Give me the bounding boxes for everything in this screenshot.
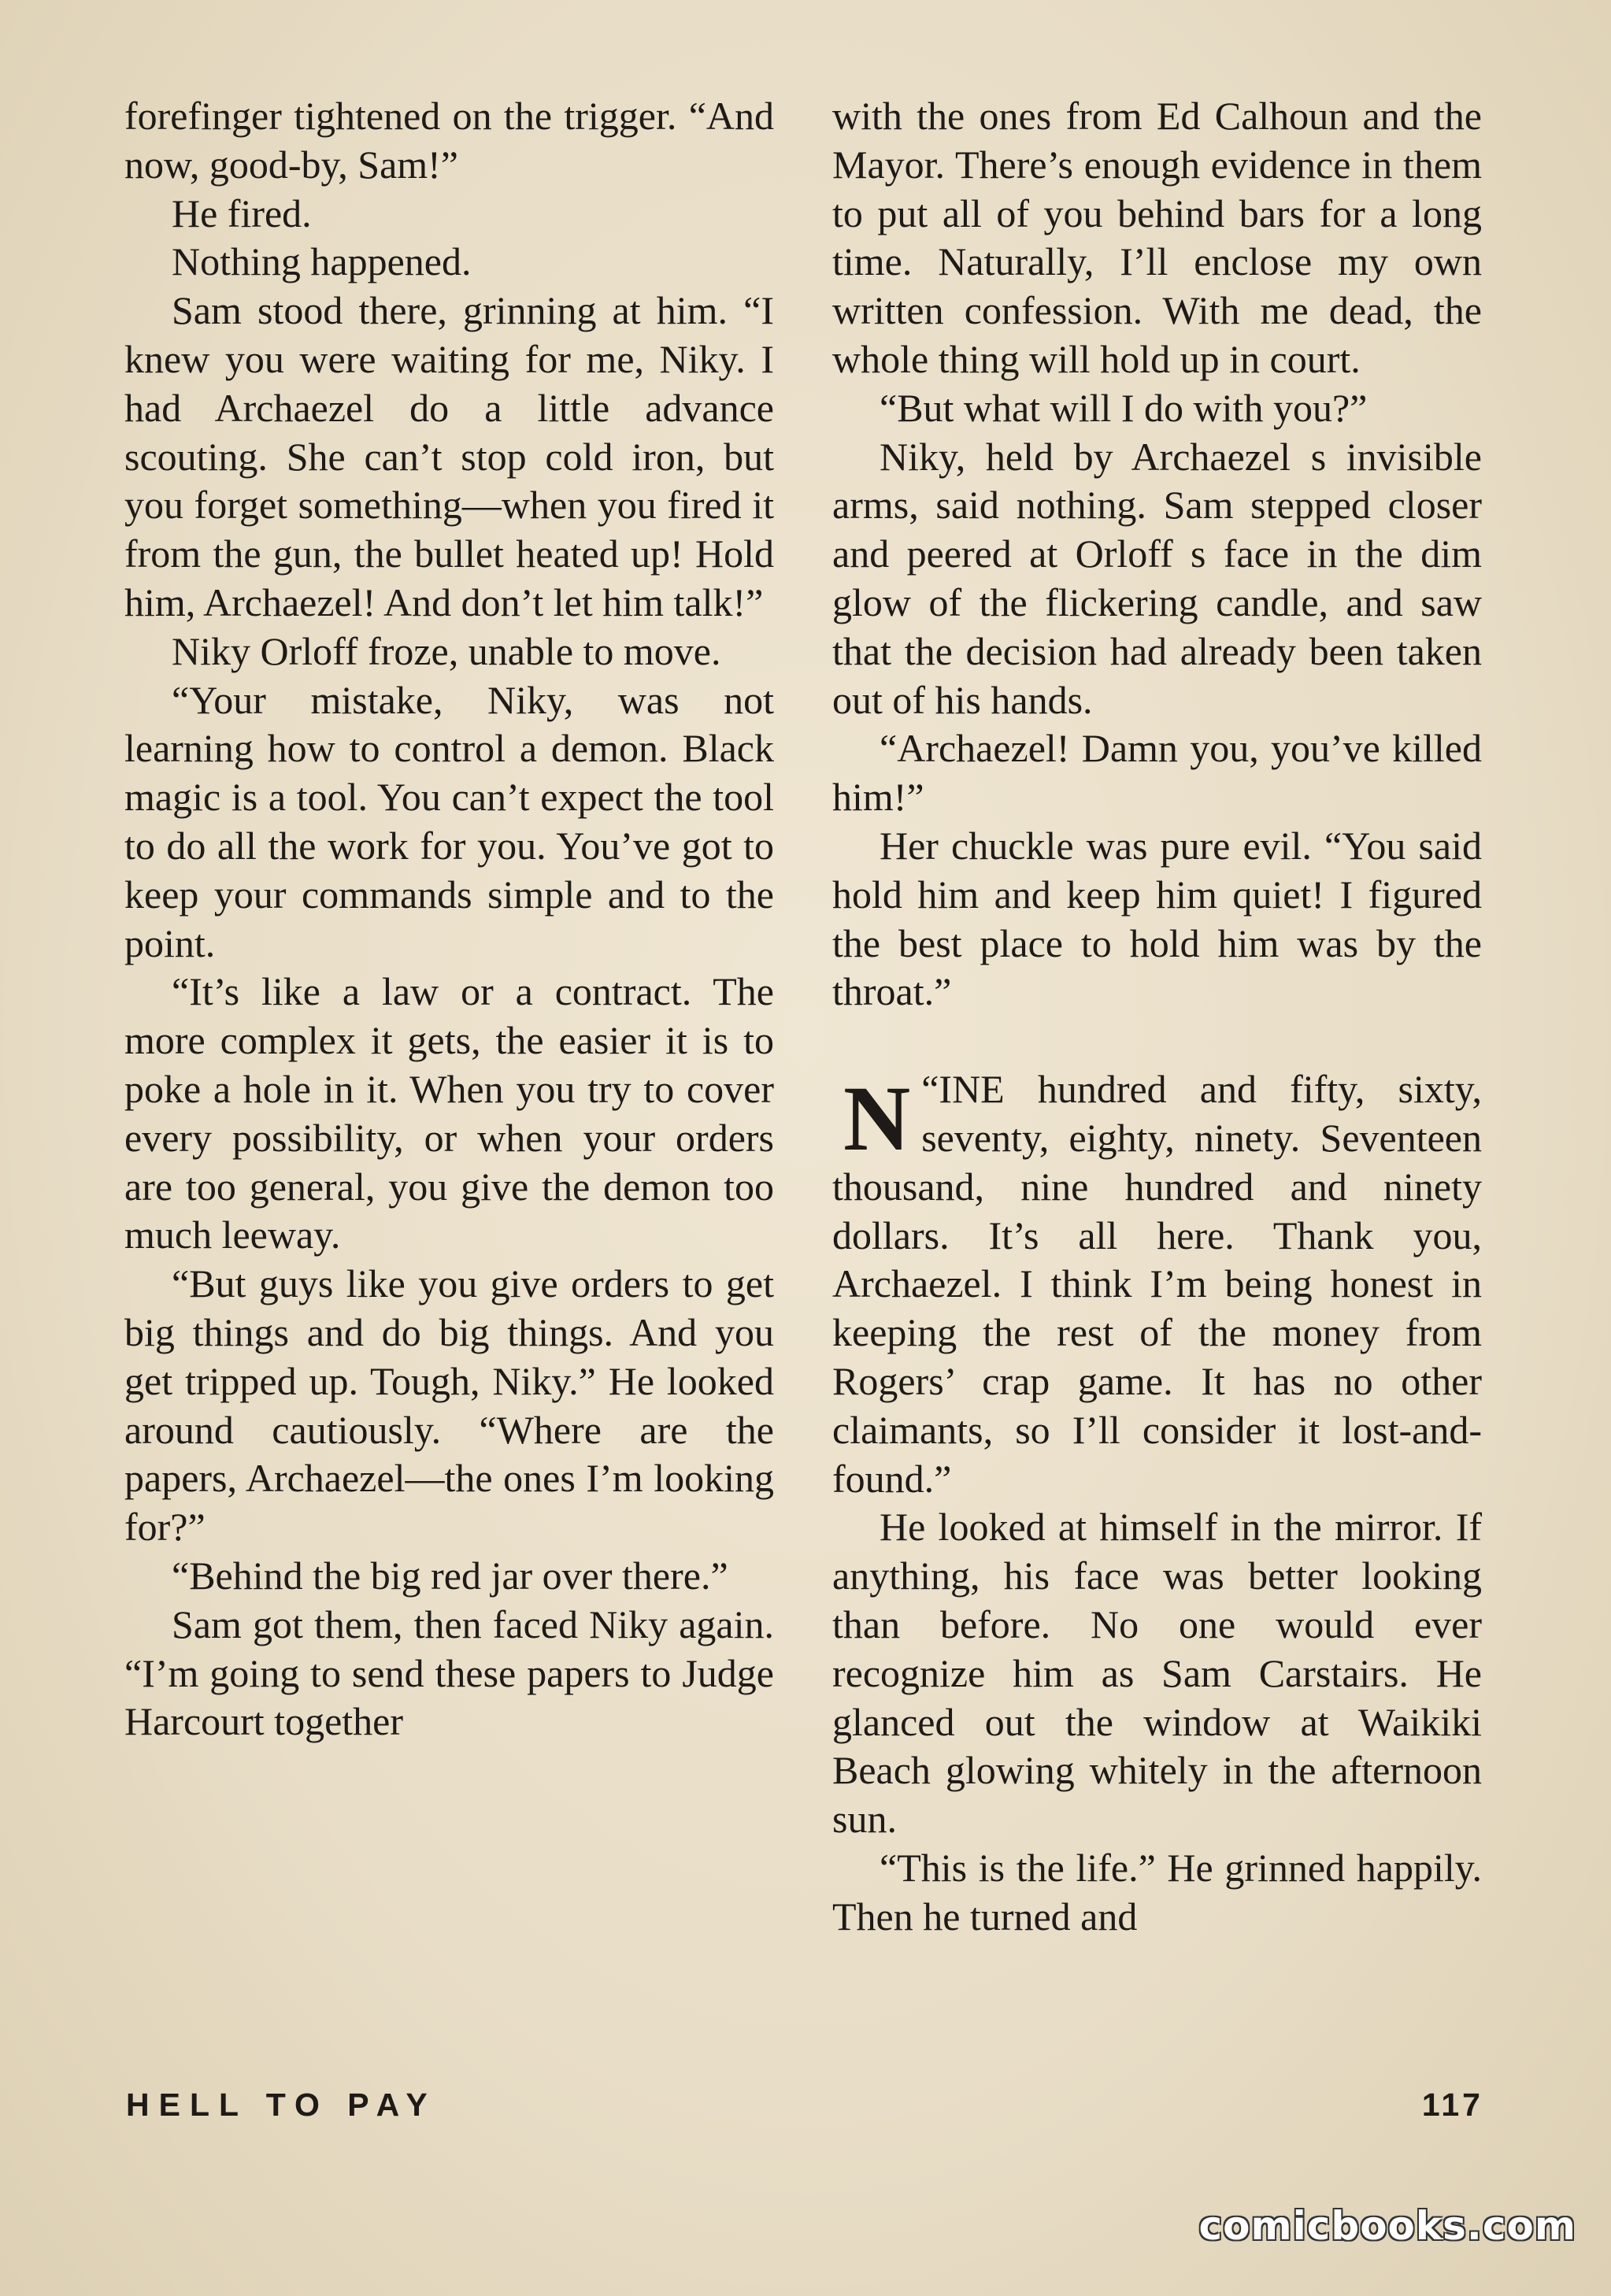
paragraph: “Your mistake, Niky, was not learning how to control a demon. Black magic is a tool. You can’t expect the tool to do all the work for you. You’ve got to keep your commands simple and to the point. <box>124 677 774 965</box>
paragraph: Nothing happened. <box>172 239 472 284</box>
drop-cap: “ N <box>843 1067 939 1171</box>
paragraph: Sam stood there, grinning at him. “I knew you were waiting for me, Niky. I had Archaezel do a little advance scouting. She can’t stop cold iron, but you forget something—when you fired it from the gun, the bullet heated up! Hold him, Archaezel! And don’t let him talk!” <box>124 288 774 624</box>
paragraph: Niky, held by Archaezel s invisible arms, said nothing. Sam stepped closer and peered at Orloff s face in the dim glow of the flickering candle, and saw that the decision had already been taken out of his hands. <box>832 434 1482 722</box>
right-paragraphs <box>832 92 1482 1017</box>
right-paragraphs-continued <box>832 1503 1482 1941</box>
paragraph: He fired. <box>172 191 312 235</box>
paragraph: “Behind the big red jar over there.” <box>172 1553 728 1598</box>
section-break-paragraph <box>832 1065 1482 1503</box>
paragraph: “But guys like you give orders to get big things and do big things. And you get tripped up. Tough, Niky.” He looked around cautiously. “Where are the papers, Archaezel—the ones I’m looking for?” <box>124 1261 774 1550</box>
paragraph: forefinger tightened on the trigger. “And now, good-by, Sam!” <box>124 94 774 187</box>
left-column <box>124 92 774 1746</box>
right-column <box>832 92 1482 1941</box>
running-footer-title: HELL TO PAY <box>126 2087 437 2123</box>
paragraph: Sam got them, then faced Niky again. “I’m going to send these papers to Judge Harcourt together <box>124 1602 774 1744</box>
paragraph: “But what will I do with you?” <box>880 385 1368 430</box>
paragraph: Niky Orloff froze, unable to move. <box>172 628 721 673</box>
paragraph: with the ones from Ed Calhoun and the Mayor. There’s enough evidence in them to put all of you behind bars for a long time. Naturally, I’ll enclose my own written confession. With me dead, the whole thing will hold up in court. <box>832 94 1482 381</box>
paragraph: Her chuckle was pure evil. “You said hold him and keep him quiet! I figured the best place to hold him was by the throat.” <box>832 823 1482 1014</box>
section-opening-text: INE hundred and fifty, sixty, seventy, eighty, ninety. Seventeen thousand, nine hundred and ninety dollars. It’s all here. Thank you, Archaezel. I think I’m being honest in keeping the rest of the money from Rogers’ crap game. It has no other claimants, so I’ll consider it lost-and-found.” <box>832 1067 1482 1501</box>
page-number: 117 <box>1421 2087 1483 2123</box>
paragraph: “This is the life.” He grinned happily. Then he turned and <box>832 1845 1482 1939</box>
site-watermark: comicbooks.com <box>1198 2203 1576 2249</box>
paragraph: “It’s like a law or a contract. The more complex it gets, the easier it is to poke a hole in it. When you try to cover every possibility, or when your orders are too general, you give the demon too much leeway. <box>124 969 774 1257</box>
paragraph: He looked at himself in the mirror. If anything, his face was better looking than before. No one would ever recognize him as Sam Carstairs. He glanced out the window at Waikiki Beach glowing whitely in the afternoon sun. <box>832 1505 1482 1842</box>
paragraph: “Archaezel! Damn you, you’ve killed him!” <box>832 726 1482 820</box>
